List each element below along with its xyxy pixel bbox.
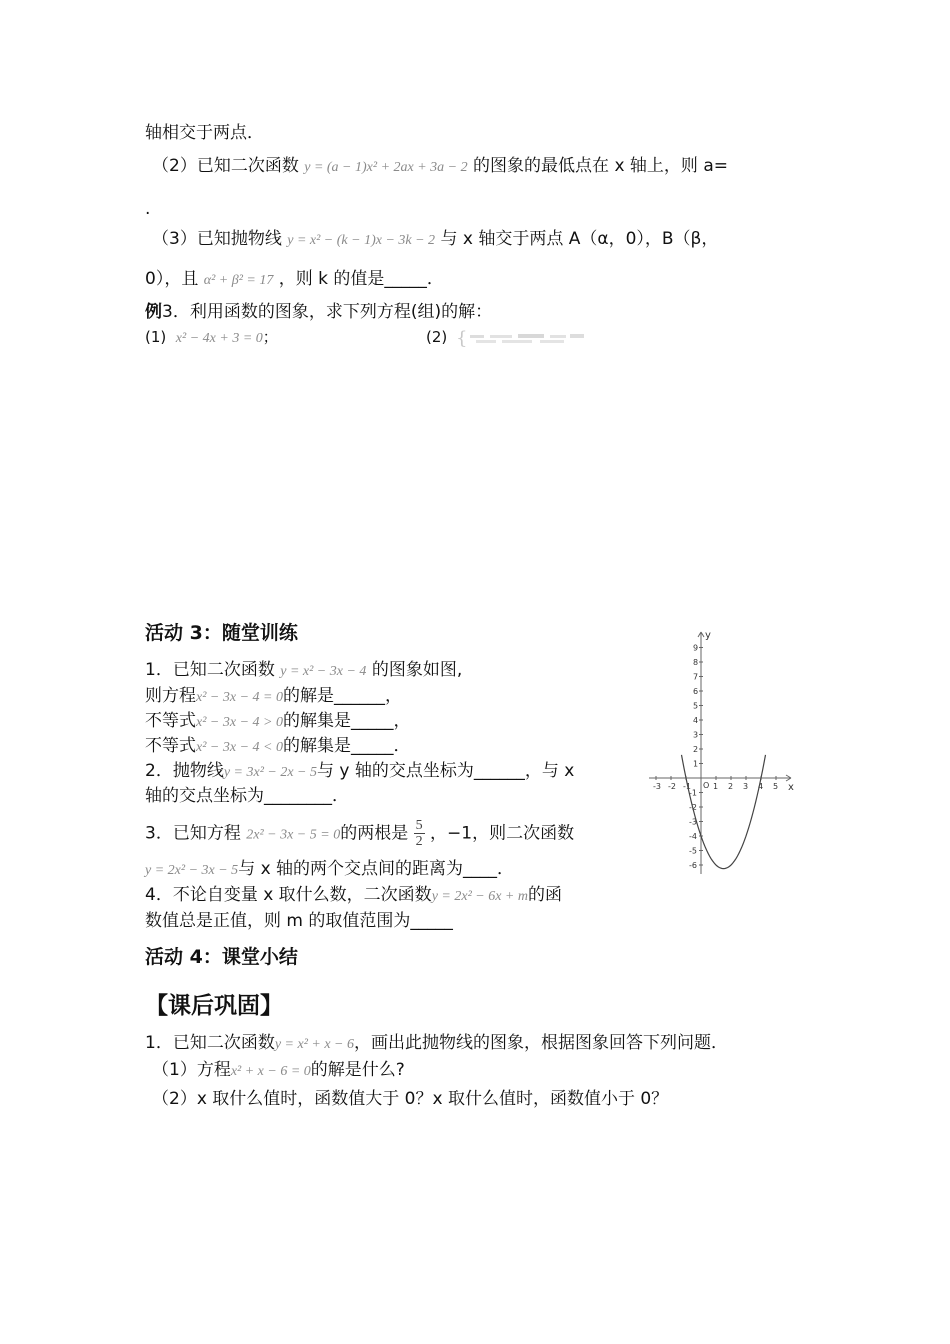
fraction: $\frac{5}{2}$: [415, 818, 423, 849]
question-2: （2）已知二次函数 y = (a − 1)x² + 2ax + 3a − 2 的图象的最低点在 x 轴上，则 a=: [152, 156, 728, 176]
example-3-part-2: (2) {: [426, 326, 592, 348]
x-tick-label: 4: [758, 782, 764, 791]
math-expression: y = 2x² − 3x − 5: [145, 863, 239, 878]
y-tick-label: -5: [689, 846, 697, 856]
example-3-parts: (1) x² − 4x + 3 = 0；: [145, 328, 278, 346]
activity-3-title: 活动 3：随堂训练: [145, 622, 298, 644]
a3-line-5: 2．抛物线y = 3x² − 2x − 5与 y 轴的交点坐标为______，与 x: [145, 761, 575, 781]
y-tick-label: 1: [693, 759, 699, 769]
origin-label: O: [703, 781, 710, 790]
math-expression: x² + x − 6 = 0: [230, 1064, 311, 1079]
question-3-line-2: 0），且 α² + β² = 17 ，则 k 的值是_____．: [145, 269, 444, 289]
text-line: 轴相交于两点．: [145, 123, 264, 143]
blurred-equation-system: [452, 328, 592, 348]
review-line-1: 1．已知二次函数y = x² + x − 6，画出此抛物线的图象，根据图象回答下列问题．: [145, 1033, 729, 1053]
math-expression: α² + β² = 17: [203, 273, 274, 288]
a3-line-10: 数值总是正值，则 m 的取值范围为_____: [145, 911, 453, 931]
math-expression: y = x² − 3x − 4: [280, 664, 367, 679]
x-tick-label: 5: [773, 782, 779, 791]
y-tick-label: 5: [693, 701, 699, 711]
text-line: .: [145, 199, 151, 219]
math-expression: y = x² − (k − 1)x − 3k − 2: [287, 233, 436, 248]
y-tick-label: 3: [693, 730, 699, 740]
parabola-graph: [645, 626, 797, 878]
math-expression: 2x² − 3x − 5 = 0: [246, 827, 341, 843]
x-tick-label: -3: [653, 782, 661, 791]
y-tick-label: -6: [689, 861, 697, 870]
x-tick-label: 2: [728, 782, 734, 791]
y-tick-label: 8: [693, 658, 699, 667]
a3-line-1: 1．已知二次函数 y = x² − 3x − 4 的图象如图,: [145, 660, 463, 680]
math-expression: y = 3x² − 2x − 5: [223, 765, 318, 780]
y-tick-label: -3: [689, 817, 697, 827]
x-tick-label: -1: [683, 782, 691, 791]
math-expression: x² − 3x − 4 = 0: [196, 690, 283, 705]
a3-line-3: 不等式x² − 3x − 4 > 0的解集是_____，: [145, 711, 411, 731]
y-tick-label: -4: [689, 832, 697, 841]
y-tick-label: 6: [693, 687, 699, 696]
math-expression: y = x² + x − 6: [274, 1037, 355, 1052]
y-tick-label: 7: [693, 672, 699, 682]
a3-line-4: 不等式x² − 3x − 4 < 0的解集是_____．: [145, 736, 411, 756]
ticks: [653, 644, 778, 871]
x-axis-label: x: [788, 782, 794, 793]
activity-4-title: 活动 4：课堂小结: [145, 946, 298, 968]
x-tick-label: 3: [743, 782, 749, 791]
y-tick-label: 2: [693, 745, 699, 754]
axes: [649, 632, 791, 874]
math-expression: x² − 3x − 4 < 0: [196, 740, 283, 755]
x-tick-label: 1: [713, 782, 719, 791]
svg-text:{: {: [456, 327, 468, 348]
a3-line-2: 则方程x² − 3x − 4 = 0的解是______，: [145, 686, 402, 706]
a3-line-9: 4．不论自变量 x 取什么数，二次函数y = 2x² − 6x + m的函: [145, 885, 562, 905]
a3-line-7: 3．已知方程 2x² − 3x − 5 = 0的两根是 $\frac{5}{2}$ ，−1，则二次函数: [145, 818, 575, 849]
example-3-heading: 例3．利用函数的图象，求下列方程(组)的解：: [145, 302, 493, 322]
math-expression: x² − 3x − 4 > 0: [196, 715, 283, 730]
question-3: （3）已知抛物线 y = x² − (k − 1)x − 3k − 2 与 x 轴交于两点 A（α，0），B（β，: [152, 229, 719, 249]
review-line-2: （1）方程x² + x − 6 = 0的解是什么?: [152, 1060, 405, 1080]
math-expression: y = 2x² − 6x + m: [431, 889, 528, 904]
y-tick-label: -1: [689, 788, 697, 798]
y-tick-label: -2: [689, 803, 697, 812]
a3-line-8: y = 2x² − 3x − 5与 x 轴的两个交点间的距离为____．: [145, 859, 515, 879]
math-expression: x² − 4x + 3 = 0: [175, 331, 263, 346]
a3-line-6: 轴的交点坐标为________．: [145, 786, 349, 806]
y-axis-label: y: [705, 630, 711, 641]
y-tick-label: 9: [693, 643, 699, 653]
x-tick-label: -2: [668, 782, 676, 791]
y-tick-label: 4: [693, 716, 699, 725]
review-title: 【课后巩固】: [145, 993, 283, 1019]
math-expression: y = (a − 1)x² + 2ax + 3a − 2: [304, 160, 468, 175]
review-line-3: （2）x 取什么值时，函数值大于 0？x 取什么值时，函数值小于 0？: [152, 1089, 669, 1109]
